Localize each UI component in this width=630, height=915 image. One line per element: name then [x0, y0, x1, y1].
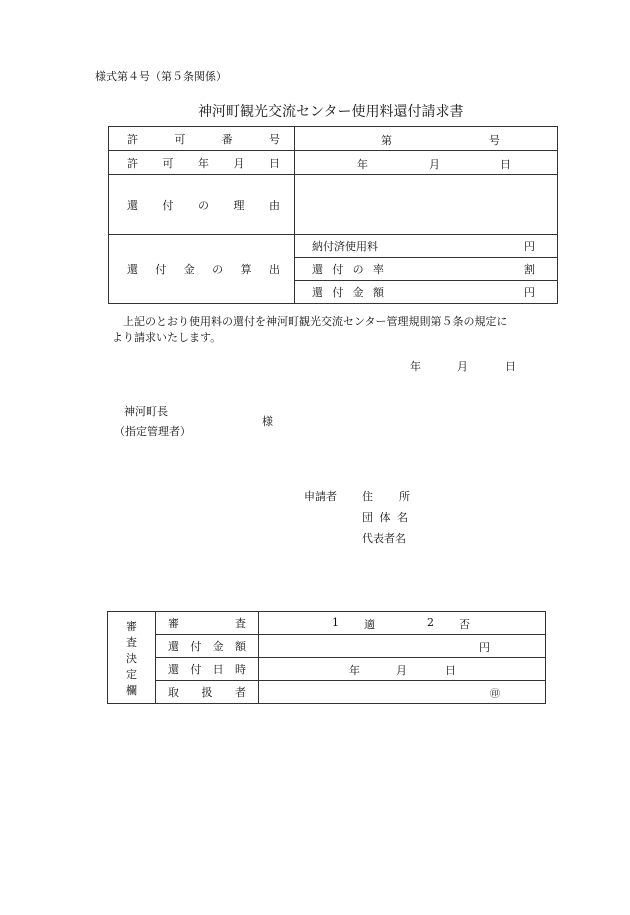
label-char: 名 [397, 511, 408, 524]
review-refund-datetime-field[interactable] [259, 658, 546, 681]
permit-date-label [109, 151, 295, 175]
permit-date-day: 日 [500, 158, 511, 171]
table-row [108, 612, 546, 635]
label-char: 出 [268, 263, 280, 276]
statement-line-2: より請求いたします。 [112, 331, 222, 344]
page-title: 神河町観光交流センター使用料還付請求書 [198, 104, 464, 120]
paid-fee-label: 納付済使用料 [312, 240, 378, 253]
label-char: 許 [127, 156, 138, 170]
label-char: 時 [234, 663, 246, 676]
distributed-text [168, 661, 246, 677]
request-date-year: 年 [410, 360, 421, 373]
permit-date-month: 月 [429, 158, 440, 171]
permit-date-year: 年 [357, 158, 368, 171]
label-char: 還 [312, 263, 323, 276]
label-char: 付 [190, 640, 202, 653]
label-char: 番 [221, 132, 233, 146]
seal-icon: ㊞ [490, 689, 500, 700]
table-row [108, 635, 546, 658]
distributed-text [127, 131, 280, 147]
applicant-label: 申請者 [304, 490, 337, 503]
distributed-text [362, 488, 410, 504]
table-row [108, 681, 546, 704]
label-char: 査 [235, 617, 246, 630]
statement-line-1: 上記のとおり使用料の還付を神河町観光交流センター管理規則第５条の規定に [123, 315, 508, 328]
label-char: 付 [155, 263, 167, 276]
refund-amount-label [295, 284, 384, 300]
review-refund-datetime-label [156, 658, 259, 681]
label-char: 月 [233, 156, 245, 170]
applicant-representative-label: 代表者名 [362, 532, 406, 545]
vert-char: 査 [126, 635, 137, 649]
label-char: 額 [234, 640, 246, 653]
label-char: 付 [332, 286, 344, 299]
review-result-field[interactable] [259, 612, 546, 635]
request-table [108, 126, 558, 304]
table-row [108, 658, 546, 681]
label-char: 日 [212, 663, 224, 676]
permit-number-field[interactable] [295, 127, 558, 151]
review-label [156, 612, 259, 635]
label-char: 率 [372, 263, 384, 276]
table-row [109, 127, 558, 151]
label-char: 住 [362, 490, 373, 503]
review-option-2-number: 2 [427, 616, 434, 629]
permit-number-suffix: 号 [489, 134, 500, 147]
review-refund-amount-label [156, 635, 259, 658]
refund-amount-row[interactable] [295, 281, 558, 304]
label-char: 由 [269, 198, 280, 212]
label-char: 可 [174, 132, 186, 146]
label-char: 許 [127, 132, 138, 146]
label-char: 付 [332, 263, 344, 276]
review-handler-field[interactable] [259, 681, 546, 704]
label-char: 付 [162, 198, 174, 212]
distributed-text [168, 615, 246, 631]
label-char: 金 [352, 286, 364, 299]
permit-number-prefix: 第 [381, 134, 392, 147]
review-date-year: 年 [349, 664, 360, 677]
distributed-text [127, 261, 280, 277]
review-date-day: 日 [445, 664, 456, 677]
review-option-1-number: 1 [332, 616, 339, 629]
label-char: 還 [127, 263, 138, 276]
label-char: の [212, 263, 224, 276]
form-number: 様式第４号（第５条関係） [95, 70, 227, 83]
review-option-1-text: 適 [364, 618, 375, 631]
review-option-2-text: 否 [459, 618, 470, 631]
refund-rate-unit: 割 [524, 263, 535, 276]
applicant-organization-label [362, 509, 408, 525]
label-char: 年 [198, 156, 209, 170]
review-refund-amount-unit: 円 [479, 641, 490, 654]
applicant-address-label [362, 488, 410, 504]
request-date-day: 日 [505, 360, 516, 373]
label-char: 体 [379, 511, 391, 524]
label-char: 金 [183, 263, 195, 276]
addressee-honorific: 様 [262, 415, 273, 428]
label-char: 還 [312, 286, 323, 299]
permit-number-label [109, 127, 295, 151]
refund-rate-row[interactable] [295, 258, 558, 281]
label-char: 還 [127, 198, 138, 212]
request-date-month: 月 [457, 360, 468, 373]
label-char: 者 [235, 686, 246, 699]
review-section-label [108, 612, 156, 704]
vert-char: 定 [126, 667, 137, 681]
label-char: 日 [269, 156, 280, 170]
label-char: 審 [168, 617, 179, 630]
permit-date-field[interactable] [295, 151, 558, 175]
table-row [109, 151, 558, 175]
label-char: 金 [212, 640, 224, 653]
review-table [107, 611, 546, 704]
distributed-text [168, 638, 246, 654]
reason-field[interactable] [295, 175, 558, 235]
refund-amount-unit: 円 [524, 286, 535, 299]
label-char: 取 [168, 686, 179, 699]
review-handler-label [156, 681, 259, 704]
distributed-text [127, 155, 280, 171]
label-char: の [352, 263, 364, 276]
review-refund-amount-field[interactable] [259, 635, 546, 658]
table-row [109, 175, 558, 235]
reason-label [109, 175, 295, 235]
label-char: 号 [268, 132, 280, 146]
label-char: 算 [240, 263, 252, 276]
paid-fee-row[interactable] [295, 235, 558, 258]
vert-char: 審 [126, 619, 137, 633]
refund-rate-label [295, 261, 384, 277]
vert-char: 欄 [126, 683, 137, 697]
calc-label [109, 235, 295, 304]
label-char: 可 [162, 156, 174, 170]
paid-fee-unit: 円 [524, 240, 535, 253]
distributed-text [168, 684, 246, 700]
addressee-line-2: （指定管理者） [114, 425, 191, 438]
label-char: 額 [372, 286, 384, 299]
addressee-line-1: 神河町長 [124, 405, 168, 418]
label-char: の [198, 198, 209, 212]
label-char: 扱 [201, 686, 213, 699]
distributed-text [362, 509, 408, 525]
distributed-text [127, 197, 280, 213]
label-char: 付 [190, 663, 202, 676]
label-char: 理 [233, 198, 245, 212]
vert-char: 決 [126, 651, 137, 665]
label-char: 団 [362, 511, 373, 524]
label-char: 所 [399, 490, 410, 503]
review-date-month: 月 [396, 664, 407, 677]
label-char: 還 [168, 663, 179, 676]
label-char: 還 [168, 640, 179, 653]
